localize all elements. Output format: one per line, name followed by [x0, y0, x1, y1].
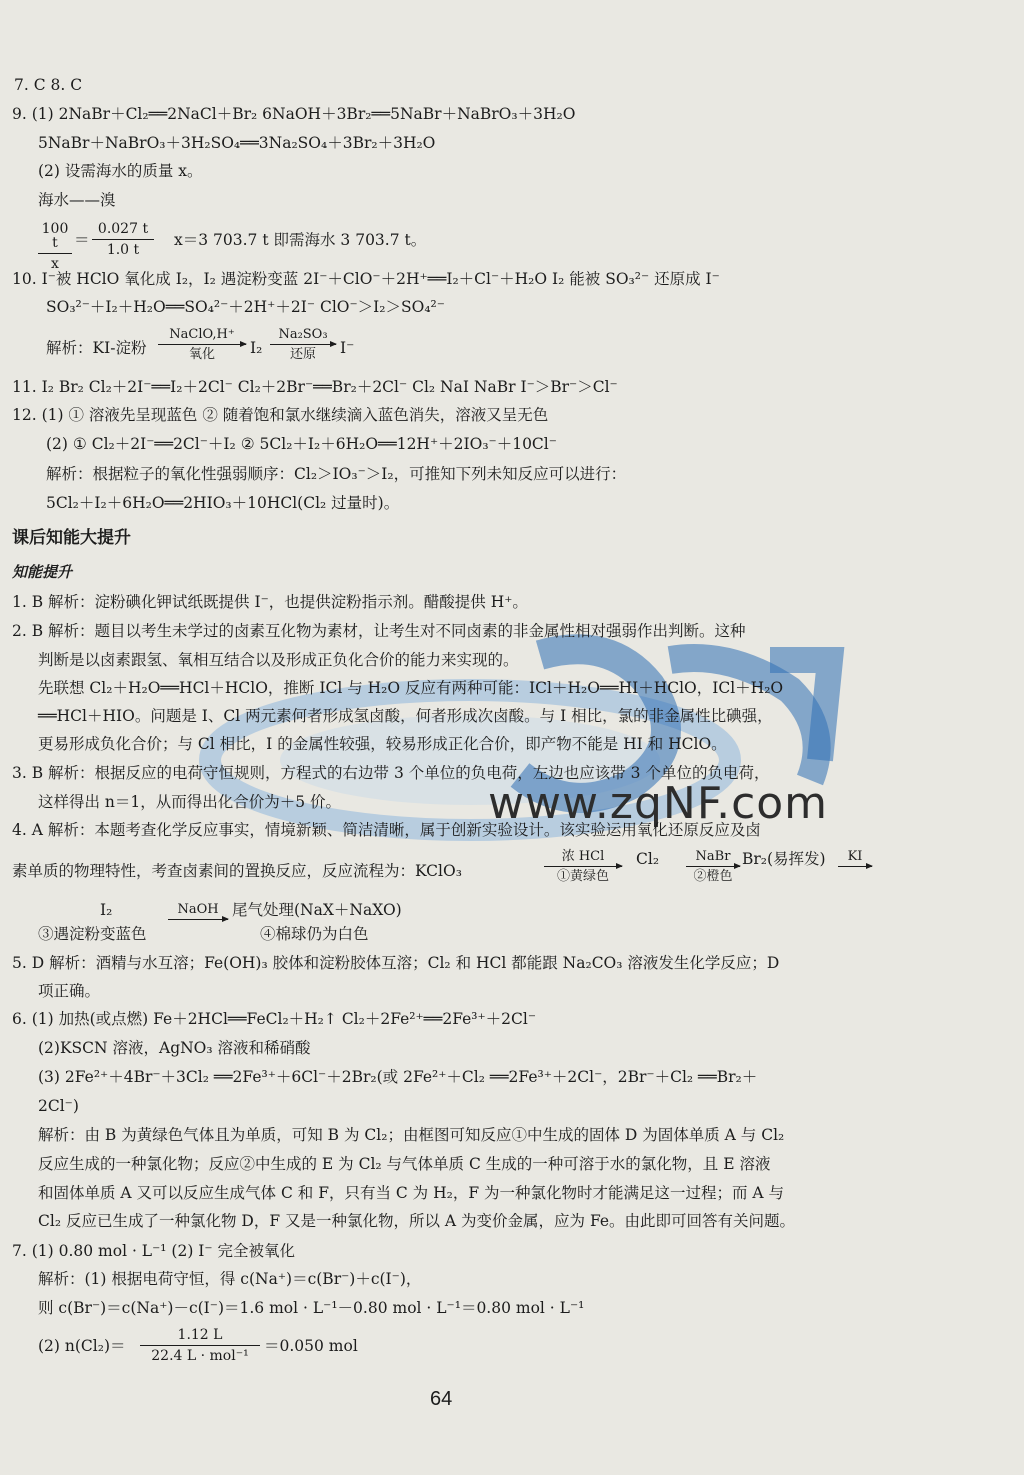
- flow-cotton-white: ④棉球仍为白色: [260, 925, 369, 943]
- answer-9-line-3: (2) 设需海水的质量 x。: [38, 162, 203, 180]
- answer-7-8: 7. C 8. C: [14, 76, 83, 94]
- answer-12-line-2: (2) ① Cl₂＋2I⁻══2Cl⁻＋I₂ ② 5Cl₂＋I₂＋6H₂O══12H⁺＋2IO₃⁻＋10Cl⁻: [46, 435, 557, 453]
- product-i-ion: I⁻: [340, 339, 355, 357]
- reaction-arrow-5-start: KI: [838, 850, 872, 870]
- answer-3-line-1: 3. B 解析：根据反应的电荷守恒规则，方程式的右边带 3 个单位的负电荷，左边也应该带 3 个单位的负电荷，: [12, 764, 770, 782]
- answer-6-line-3: (3) 2Fe²⁺＋4Br⁻＋3Cl₂ ══2Fe³⁺＋6Cl⁻＋2Br₂(或 2Fe²⁺＋Cl₂ ══2Fe³⁺＋2Cl⁻，2Br⁻＋Cl₂ ══Br₂＋: [38, 1068, 758, 1086]
- flow-starch-blue: ③遇淀粉变蓝色: [38, 925, 147, 943]
- answer-5-line-2: 项正确。: [38, 982, 101, 1000]
- reaction-arrow-2: Na₂SO₃ 还原: [270, 328, 336, 361]
- fraction-2: 0.027 t 1.0 t: [92, 222, 154, 257]
- answer-9-line-4: 海水——溴: [38, 191, 116, 209]
- answer-12-equation: 5Cl₂＋I₂＋6H₂O══2HIO₃＋10HCl(Cl₂ 过量时)。: [46, 494, 400, 512]
- answer-11: 11. I₂ Br₂ Cl₂＋2I⁻══I₂＋2Cl⁻ Cl₂＋2Br⁻══Br₂＋2Cl⁻ Cl₂ NaI NaBr I⁻＞Br⁻＞Cl⁻: [12, 378, 618, 396]
- answer-5-line-1: 5. D 解析：酒精与水互溶；Fe(OH)₃ 胶体和淀粉胶体互溶；Cl₂ 和 HCl 都能跟 Na₂CO₃ 溶液发生化学反应；D: [12, 954, 780, 972]
- answer-6-analysis-2: 反应生成的一种氯化物；反应②中生成的 E 为 Cl₂ 与气体单质 C 生成的一种可溶于水的氯化物，且 E 溶液: [38, 1155, 771, 1173]
- answer-10-analysis: 解析：KI-淀粉: [46, 339, 147, 357]
- answer-1: 1. B 解析：淀粉碘化钾试纸既提供 I⁻，也提供淀粉指示剂。醋酸提供 H⁺。: [12, 593, 528, 611]
- answer-7-analysis-1: 解析：(1) 根据电荷守恒，得 c(Na⁺)＝c(Br⁻)＋c(I⁻)，: [38, 1270, 422, 1288]
- reaction-arrow-6: NaOH: [168, 903, 228, 923]
- answer-9-line-1: 9. (1) 2NaBr＋Cl₂══2NaCl＋Br₂ 6NaOH＋3Br₂══5NaBr＋NaBrO₃＋3H₂O: [12, 105, 576, 123]
- flow-br2: Br₂(易挥发): [742, 850, 826, 868]
- flow-i2: I₂: [100, 901, 113, 919]
- answer-7-line-1: 7. (1) 0.80 mol · L⁻¹ (2) I⁻ 完全被氧化: [12, 1242, 296, 1260]
- answer-9-line-2: 5NaBr＋NaBrO₃＋3H₂SO₄══3Na₂SO₄＋3Br₂＋3H₂O: [38, 134, 436, 152]
- reaction-arrow-3: 浓 HCl ①黄绿色: [544, 850, 622, 883]
- answer-7-analysis-3: (2) n(Cl₂)＝: [38, 1337, 126, 1355]
- answer-6-analysis-3: 和固体单质 A 又可以反应生成气体 C 和 F，只有当 C 为 H₂，F 为一种氯化物时才能满足这一过程；而 A 与: [38, 1184, 785, 1202]
- answer-6-line-4: 2Cl⁻): [38, 1097, 79, 1115]
- flow-tail-gas: 尾气处理(NaX＋NaXO): [232, 901, 402, 919]
- answer-2-line-3: 先联想 Cl₂＋H₂O══HCl＋HClO，推断 ICl 与 H₂O 反应有两种可能：ICl＋H₂O══HI＋HClO，ICl＋H₂O: [38, 679, 784, 697]
- answer-6-analysis-4: Cl₂ 反应已生成了一种氯化物 D，F 又是一种氯化物，所以 A 为变价金属，应为 Fe。由此即可回答有关问题。: [38, 1212, 796, 1230]
- reaction-arrow-1: NaClO,H⁺ 氧化: [158, 328, 246, 361]
- answer-10-line-2: SO₃²⁻＋I₂＋H₂O══SO₄²⁻＋2H⁺＋2I⁻ ClO⁻＞I₂＞SO₄²⁻: [46, 298, 445, 316]
- answer-6-analysis-1: 解析：由 B 为黄绿色气体且为单质，可知 B 为 Cl₂；由框图可知反应①中生成的固体 D 为固体单质 A 与 Cl₂: [38, 1126, 785, 1144]
- section-heading: 课后知能大提升: [12, 528, 131, 548]
- answer-6-line-2: (2)KSCN 溶液，AgNO₃ 溶液和稀硝酸: [38, 1039, 311, 1057]
- answer-7-analysis-2: 则 c(Br⁻)＝c(Na⁺)－c(I⁻)＝1.6 mol · L⁻¹－0.80 mol · L⁻¹＝0.80 mol · L⁻¹: [38, 1299, 585, 1317]
- fraction-3: 1.12 L 22.4 L · mol⁻¹: [140, 1328, 260, 1363]
- flow-cl2: Cl₂: [636, 850, 660, 868]
- watermark-text: www.zqNF.com: [488, 778, 829, 829]
- fraction-equals: ＝: [74, 231, 90, 249]
- answer-12-line-1: 12. (1) ① 溶液先呈现蓝色 ② 随着饱和氯水继续滴入蓝色消失，溶液又呈无色: [12, 406, 549, 424]
- product-i2: I₂: [250, 339, 263, 357]
- answer-9-result: x＝3 703.7 t 即需海水 3 703.7 t。: [174, 231, 427, 249]
- answer-6-line-1: 6. (1) 加热(或点燃) Fe＋2HCl══FeCl₂＋H₂↑ Cl₂＋2Fe²⁺══2Fe³⁺＋2Cl⁻: [12, 1010, 537, 1028]
- answer-4-line-2: 素单质的物理特性，考查卤素间的置换反应，反应流程为：KClO₃: [12, 862, 462, 880]
- page-number: 64: [430, 1388, 453, 1410]
- answer-10-line-1: 10. I⁻被 HClO 氧化成 I₂，I₂ 遇淀粉变蓝 2I⁻＋ClO⁻＋2H⁺══I₂＋Cl⁻＋H₂O I₂ 能被 SO₃²⁻ 还原成 I⁻: [12, 270, 720, 288]
- answer-12-analysis: 解析：根据粒子的氧化性强弱顺序：Cl₂＞IO₃⁻＞I₂，可推知下列未知反应可以进行：: [46, 465, 627, 483]
- answer-4-line-1: 4. A 解析：本题考查化学反应事实，情境新颖、简洁清晰，属于创新实验设计。该实验运用氧化还原反应及卤: [12, 821, 761, 839]
- answer-7-result: ＝0.050 mol: [264, 1337, 358, 1355]
- answer-2-line-5: 更易形成负化合价；与 Cl 相比，I 的金属性较强，较易形成正化合价，即产物不能是 HI 和 HClO。: [38, 735, 727, 753]
- answer-2-line-2: 判断是以卤素跟氢、氧相互结合以及形成正负化合价的能力来实现的。: [38, 651, 519, 669]
- fraction-1: 100 t x: [38, 222, 72, 271]
- answer-2-line-4: ══HCl＋HIO。问题是 I、Cl 两元素何者形成氢卤酸，何者形成次卤酸。与 I 相比，氯的非金属性比碘强，: [38, 707, 773, 725]
- answer-2-line-1: 2. B 解析：题目以考生未学过的卤素互化物为素材，让考生对不同卤素的非金属性相对强弱作出判断。这种: [12, 622, 746, 640]
- subsection-heading: 知能提升: [12, 563, 73, 581]
- reaction-arrow-4: NaBr ②橙色: [686, 850, 740, 883]
- answer-3-line-2: 这样得出 n＝1，从而得出化合价为＋5 价。: [38, 793, 342, 811]
